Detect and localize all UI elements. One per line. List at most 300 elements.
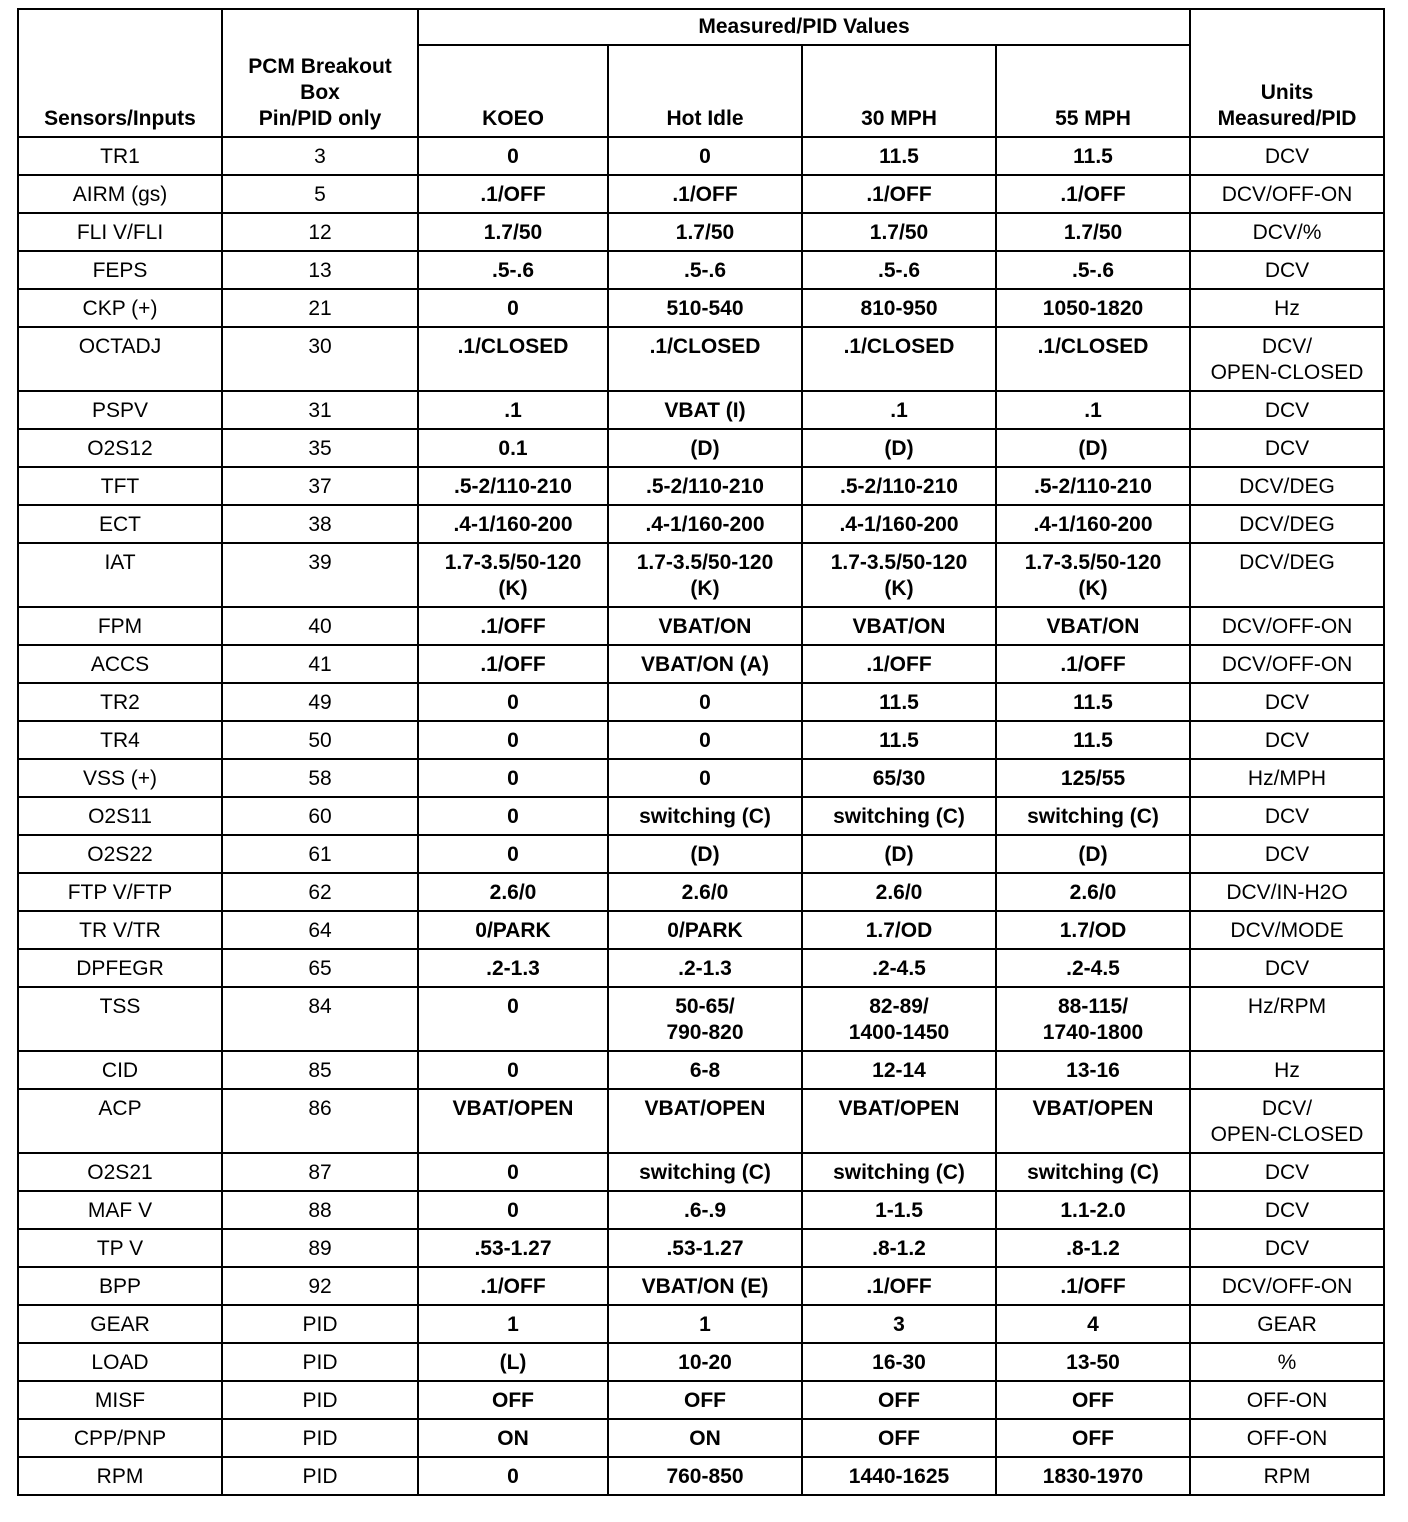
koeo-cell: [418, 1089, 608, 1153]
cell-line: .2-1.3: [486, 957, 540, 980]
cell-line: DCV/DEG: [1239, 475, 1335, 498]
cell-line: VBAT/OPEN: [644, 1097, 766, 1120]
mph30-cell: [802, 543, 996, 607]
mph55-cell: [996, 1419, 1190, 1457]
sensor-cell: PSPV: [18, 391, 222, 429]
table-row: [18, 251, 1384, 289]
pin-cell: 86: [222, 1089, 418, 1153]
mph30-cell: [802, 213, 996, 251]
cell-line: 510-540: [666, 297, 744, 320]
header-pin-line: Box: [300, 81, 340, 104]
units-cell: [1190, 1343, 1384, 1381]
hot-idle-cell: [608, 911, 802, 949]
cell-line: VBAT/ON (E): [641, 1275, 769, 1298]
mph30-cell: [802, 1419, 996, 1457]
hot-idle-cell: [608, 505, 802, 543]
mph30-cell: [802, 949, 996, 987]
cell-line: %: [1277, 1351, 1297, 1374]
mph55-cell: [996, 543, 1190, 607]
hot-idle-cell: [608, 987, 802, 1051]
koeo-cell: [418, 289, 608, 327]
table-row: [18, 987, 1384, 1051]
mph55-cell: [996, 911, 1190, 949]
cell-line: 125/55: [1060, 767, 1126, 790]
cell-line: .4-1/160-200: [1033, 513, 1153, 536]
hot-idle-cell: [608, 1089, 802, 1153]
pin-cell: 30: [222, 327, 418, 391]
cell-line: 1.1-2.0: [1060, 1199, 1126, 1222]
cell-line: 2.6/0: [875, 881, 923, 904]
units-cell: [1190, 835, 1384, 873]
cell-line: .8-1.2: [1066, 1237, 1120, 1260]
mph55-cell: [996, 607, 1190, 645]
mph30-cell: [802, 175, 996, 213]
hot-idle-cell: [608, 327, 802, 391]
sensor-cell: O2S22: [18, 835, 222, 873]
mph55-cell: [996, 289, 1190, 327]
cell-line: switching (C): [1027, 1161, 1159, 1184]
cell-line: DCV: [1264, 729, 1310, 752]
cell-line: DCV: [1264, 843, 1310, 866]
sensor-cell: O2S11: [18, 797, 222, 835]
cell-line: 2.6/0: [489, 881, 537, 904]
pin-cell: 21: [222, 289, 418, 327]
cell-line: DCV/: [1261, 1097, 1313, 1120]
cell-line: ON: [689, 1427, 721, 1450]
cell-line: 12-14: [872, 1059, 926, 1082]
units-cell: [1190, 645, 1384, 683]
table-row: [18, 1457, 1384, 1495]
cell-line: 1.7/OD: [865, 919, 933, 942]
sensor-cell: O2S21: [18, 1153, 222, 1191]
cell-line: OFF-ON: [1246, 1389, 1328, 1412]
units-cell: [1190, 1419, 1384, 1457]
cell-line: OFF: [878, 1427, 920, 1450]
hot-idle-cell: [608, 213, 802, 251]
mph30-cell: [802, 911, 996, 949]
cell-line: .5-.6: [877, 259, 921, 282]
koeo-cell: [418, 1305, 608, 1343]
units-cell: [1190, 607, 1384, 645]
table-row: [18, 1381, 1384, 1419]
pin-cell: 62: [222, 873, 418, 911]
cell-line: .1: [504, 399, 522, 422]
cell-line: DCV/OFF-ON: [1221, 1275, 1353, 1298]
mph55-cell: [996, 251, 1190, 289]
cell-line: DCV/OFF-ON: [1221, 183, 1353, 206]
sensor-cell: CPP/PNP: [18, 1419, 222, 1457]
cell-line: .5-2/110-210: [454, 475, 572, 498]
cell-line: 4: [1087, 1313, 1099, 1336]
hot-idle-cell: [608, 1191, 802, 1229]
koeo-cell: [418, 175, 608, 213]
hot-idle-cell: [608, 797, 802, 835]
cell-line: 0: [507, 1465, 519, 1488]
cell-line: 0: [507, 843, 519, 866]
mph55-cell: [996, 213, 1190, 251]
cell-line: switching (C): [1027, 805, 1159, 828]
cell-line: .53-1.27: [666, 1237, 744, 1260]
cell-line: .4-1/160-200: [645, 513, 765, 536]
mph30-cell: [802, 1089, 996, 1153]
hot-idle-cell: [608, 645, 802, 683]
cell-line: (K): [1078, 577, 1108, 600]
mph55-cell: [996, 835, 1190, 873]
table-row: [18, 683, 1384, 721]
sensor-cell: AIRM (gs): [18, 175, 222, 213]
units-cell: [1190, 911, 1384, 949]
sensor-cell: TP V: [18, 1229, 222, 1267]
cell-line: 11.5: [1073, 729, 1113, 752]
units-cell: [1190, 137, 1384, 175]
header-measured-group: Measured/PID Values: [418, 9, 1190, 45]
koeo-cell: [418, 467, 608, 505]
sensor-cell: BPP: [18, 1267, 222, 1305]
mph55-cell: [996, 1305, 1190, 1343]
mph55-cell: [996, 137, 1190, 175]
cell-line: 11.5: [1073, 145, 1113, 168]
pin-cell: 38: [222, 505, 418, 543]
cell-line: DCV: [1264, 1161, 1310, 1184]
hot-idle-cell: [608, 429, 802, 467]
pin-cell: 49: [222, 683, 418, 721]
cell-line: .1/CLOSED: [457, 335, 569, 358]
mph30-cell: [802, 1267, 996, 1305]
cell-line: DCV/%: [1252, 221, 1322, 244]
hot-idle-cell: [608, 949, 802, 987]
sensor-cell: CID: [18, 1051, 222, 1089]
cell-line: 50-65/: [675, 995, 735, 1018]
table-body: [18, 137, 1384, 1495]
cell-line: .1: [1084, 399, 1102, 422]
cell-line: Hz: [1274, 297, 1300, 320]
cell-line: 1740-1800: [1042, 1021, 1144, 1044]
koeo-cell: [418, 721, 608, 759]
cell-line: 1.7-3.5/50-120: [830, 551, 968, 574]
mph30-cell: [802, 607, 996, 645]
koeo-cell: [418, 797, 608, 835]
mph55-cell: [996, 1191, 1190, 1229]
cell-line: 10-20: [678, 1351, 732, 1374]
mph30-cell: [802, 1457, 996, 1495]
cell-line: (K): [690, 577, 720, 600]
cell-line: Hz/MPH: [1247, 767, 1327, 790]
sensor-cell: DPFEGR: [18, 949, 222, 987]
cell-line: 0: [507, 805, 519, 828]
cell-line: .1/OFF: [480, 183, 546, 206]
koeo-cell: [418, 1381, 608, 1419]
hot-idle-cell: [608, 251, 802, 289]
koeo-cell: [418, 683, 608, 721]
koeo-cell: [418, 873, 608, 911]
cell-line: VBAT/ON (A): [641, 653, 769, 676]
cell-line: 1.7-3.5/50-120: [444, 551, 582, 574]
units-cell: [1190, 1153, 1384, 1191]
units-cell: [1190, 797, 1384, 835]
pin-cell: 41: [222, 645, 418, 683]
cell-line: 0: [699, 145, 711, 168]
koeo-cell: [418, 213, 608, 251]
cell-line: .2-4.5: [1066, 957, 1120, 980]
cell-line: 1.7/OD: [1059, 919, 1127, 942]
table-row: [18, 607, 1384, 645]
table-row: [18, 137, 1384, 175]
cell-line: (K): [498, 577, 528, 600]
mph30-cell: [802, 835, 996, 873]
koeo-cell: [418, 327, 608, 391]
cell-line: (D): [690, 843, 720, 866]
cell-line: 1050-1820: [1042, 297, 1144, 320]
units-cell: [1190, 175, 1384, 213]
cell-line: Hz/RPM: [1247, 995, 1327, 1018]
table-row: [18, 1267, 1384, 1305]
cell-line: .6-.9: [683, 1199, 727, 1222]
pin-cell: PID: [222, 1381, 418, 1419]
cell-line: 1400-1450: [848, 1021, 950, 1044]
mph55-cell: [996, 1089, 1190, 1153]
sensor-cell: TR V/TR: [18, 911, 222, 949]
cell-line: OPEN-CLOSED: [1210, 361, 1364, 384]
table-row: [18, 289, 1384, 327]
hot-idle-cell: [608, 683, 802, 721]
mph55-cell: [996, 683, 1190, 721]
mph55-cell: [996, 505, 1190, 543]
table-row: [18, 1229, 1384, 1267]
pin-cell: 65: [222, 949, 418, 987]
hot-idle-cell: [608, 1419, 802, 1457]
cell-line: 0.1: [498, 437, 528, 460]
pin-cell: 39: [222, 543, 418, 607]
cell-line: 1440-1625: [848, 1465, 950, 1488]
cell-line: 1.7/50: [869, 221, 929, 244]
mph55-cell: [996, 873, 1190, 911]
table-row: [18, 1343, 1384, 1381]
cell-line: .5-2/110-210: [840, 475, 958, 498]
cell-line: 0: [507, 767, 519, 790]
mph55-cell: [996, 1457, 1190, 1495]
pin-cell: 58: [222, 759, 418, 797]
table-row: [18, 429, 1384, 467]
table-row: [18, 467, 1384, 505]
mph55-cell: [996, 429, 1190, 467]
hot-idle-cell: [608, 759, 802, 797]
sensor-cell: TR4: [18, 721, 222, 759]
mph55-cell: [996, 467, 1190, 505]
cell-line: (K): [884, 577, 914, 600]
cell-line: 1830-1970: [1042, 1465, 1144, 1488]
cell-line: 11.5: [879, 729, 919, 752]
koeo-cell: [418, 759, 608, 797]
cell-line: .5-.6: [1071, 259, 1115, 282]
cell-line: (D): [1078, 437, 1108, 460]
hot-idle-cell: [608, 467, 802, 505]
pid-values-table: [17, 8, 1385, 1496]
koeo-cell: [418, 429, 608, 467]
cell-line: .4-1/160-200: [839, 513, 959, 536]
mph55-cell: [996, 327, 1190, 391]
cell-line: .1: [890, 399, 908, 422]
cell-line: 1.7/50: [675, 221, 735, 244]
pin-cell: 88: [222, 1191, 418, 1229]
header-units: [1190, 9, 1384, 137]
cell-line: .4-1/160-200: [453, 513, 573, 536]
sensor-cell: CKP (+): [18, 289, 222, 327]
hot-idle-cell: [608, 289, 802, 327]
koeo-cell: [418, 1229, 608, 1267]
cell-line: 0/PARK: [475, 919, 551, 942]
sensor-cell: MAF V: [18, 1191, 222, 1229]
pin-cell: PID: [222, 1457, 418, 1495]
cell-line: 65/30: [872, 767, 926, 790]
cell-line: OFF: [684, 1389, 726, 1412]
cell-line: 0: [699, 767, 711, 790]
units-cell: [1190, 1457, 1384, 1495]
cell-line: 0: [507, 995, 519, 1018]
pin-cell: PID: [222, 1305, 418, 1343]
koeo-cell: [418, 1153, 608, 1191]
mph30-cell: [802, 873, 996, 911]
header-sensors: Sensors/Inputs: [18, 9, 222, 137]
cell-line: DCV/MODE: [1230, 919, 1344, 942]
table-row: [18, 1419, 1384, 1457]
cell-line: .1/CLOSED: [843, 335, 955, 358]
mph30-cell: [802, 289, 996, 327]
table-row: [18, 645, 1384, 683]
mph30-cell: [802, 251, 996, 289]
hot-idle-cell: [608, 137, 802, 175]
cell-line: OFF: [1072, 1427, 1114, 1450]
pin-cell: 50: [222, 721, 418, 759]
cell-line: DCV/IN-H2O: [1226, 881, 1348, 904]
mph30-cell: [802, 1191, 996, 1229]
sensor-cell: OCTADJ: [18, 327, 222, 391]
cell-line: 11.5: [879, 691, 919, 714]
cell-line: 13-16: [1066, 1059, 1120, 1082]
cell-line: 0: [699, 691, 711, 714]
table-row: [18, 1191, 1384, 1229]
table-row: [18, 1051, 1384, 1089]
cell-line: DCV: [1264, 145, 1310, 168]
cell-line: switching (C): [833, 805, 965, 828]
mph55-cell: [996, 987, 1190, 1051]
mph55-cell: [996, 645, 1190, 683]
units-cell: [1190, 251, 1384, 289]
table-row: [18, 1089, 1384, 1153]
cell-line: .1/OFF: [1060, 653, 1126, 676]
cell-line: 88-115/: [1057, 995, 1129, 1018]
pin-cell: 13: [222, 251, 418, 289]
units-cell: [1190, 1381, 1384, 1419]
hot-idle-cell: [608, 1343, 802, 1381]
pin-cell: 37: [222, 467, 418, 505]
pin-cell: 12: [222, 213, 418, 251]
cell-line: 1.7-3.5/50-120: [1024, 551, 1162, 574]
cell-line: RPM: [1263, 1465, 1311, 1488]
cell-line: DCV/DEG: [1239, 513, 1335, 536]
mph30-cell: [802, 1305, 996, 1343]
table-row: [18, 175, 1384, 213]
header-pin-line: Pin/PID only: [258, 107, 382, 130]
pin-cell: 87: [222, 1153, 418, 1191]
cell-line: .1/OFF: [866, 653, 932, 676]
units-cell: [1190, 467, 1384, 505]
header-pin-line: PCM Breakout: [248, 55, 392, 78]
table-row: [18, 797, 1384, 835]
cell-line: 0: [699, 729, 711, 752]
table-row: [18, 327, 1384, 391]
cell-line: .1/CLOSED: [1037, 335, 1149, 358]
cell-line: ON: [497, 1427, 529, 1450]
cell-line: 0: [507, 297, 519, 320]
mph55-cell: [996, 1153, 1190, 1191]
cell-line: 1.7/50: [483, 221, 543, 244]
pin-cell: 5: [222, 175, 418, 213]
cell-line: .5-.6: [491, 259, 535, 282]
cell-line: VBAT/ON: [1046, 615, 1140, 638]
pin-cell: PID: [222, 1343, 418, 1381]
hot-idle-cell: [608, 1153, 802, 1191]
sensor-cell: TFT: [18, 467, 222, 505]
units-cell: [1190, 289, 1384, 327]
pin-cell: 31: [222, 391, 418, 429]
hot-idle-cell: [608, 835, 802, 873]
table-row: [18, 543, 1384, 607]
cell-line: 1: [699, 1313, 711, 1336]
cell-line: VBAT (I): [664, 399, 746, 422]
hot-idle-cell: [608, 543, 802, 607]
units-cell: [1190, 391, 1384, 429]
cell-line: Hz: [1274, 1059, 1300, 1082]
koeo-cell: [418, 137, 608, 175]
cell-line: .53-1.27: [474, 1237, 552, 1260]
sensor-cell: O2S12: [18, 429, 222, 467]
cell-line: 0: [507, 1161, 519, 1184]
cell-line: .2-4.5: [872, 957, 926, 980]
koeo-cell: [418, 911, 608, 949]
cell-line: .1/OFF: [480, 615, 546, 638]
units-cell: [1190, 543, 1384, 607]
cell-line: 0: [507, 729, 519, 752]
cell-line: GEAR: [1257, 1313, 1317, 1336]
hot-idle-cell: [608, 1051, 802, 1089]
cell-line: VBAT/OPEN: [838, 1097, 960, 1120]
units-cell: [1190, 213, 1384, 251]
mph30-cell: [802, 137, 996, 175]
mph30-cell: [802, 1051, 996, 1089]
hot-idle-cell: [608, 1457, 802, 1495]
cell-line: 790-820: [666, 1021, 744, 1044]
units-cell: [1190, 1267, 1384, 1305]
mph30-cell: [802, 505, 996, 543]
sensor-cell: ECT: [18, 505, 222, 543]
hot-idle-cell: [608, 1229, 802, 1267]
table-row: [18, 721, 1384, 759]
sensor-cell: TR1: [18, 137, 222, 175]
mph55-cell: [996, 175, 1190, 213]
mph55-cell: [996, 797, 1190, 835]
mph30-cell: [802, 759, 996, 797]
cell-line: 0: [507, 1199, 519, 1222]
mph30-cell: [802, 391, 996, 429]
cell-line: DCV/DEG: [1239, 551, 1335, 574]
cell-line: DCV: [1264, 957, 1310, 980]
cell-line: .1/OFF: [480, 1275, 546, 1298]
pin-cell: 85: [222, 1051, 418, 1089]
koeo-cell: [418, 251, 608, 289]
units-cell: [1190, 429, 1384, 467]
table-row: [18, 1305, 1384, 1343]
cell-line: 2.6/0: [1069, 881, 1117, 904]
